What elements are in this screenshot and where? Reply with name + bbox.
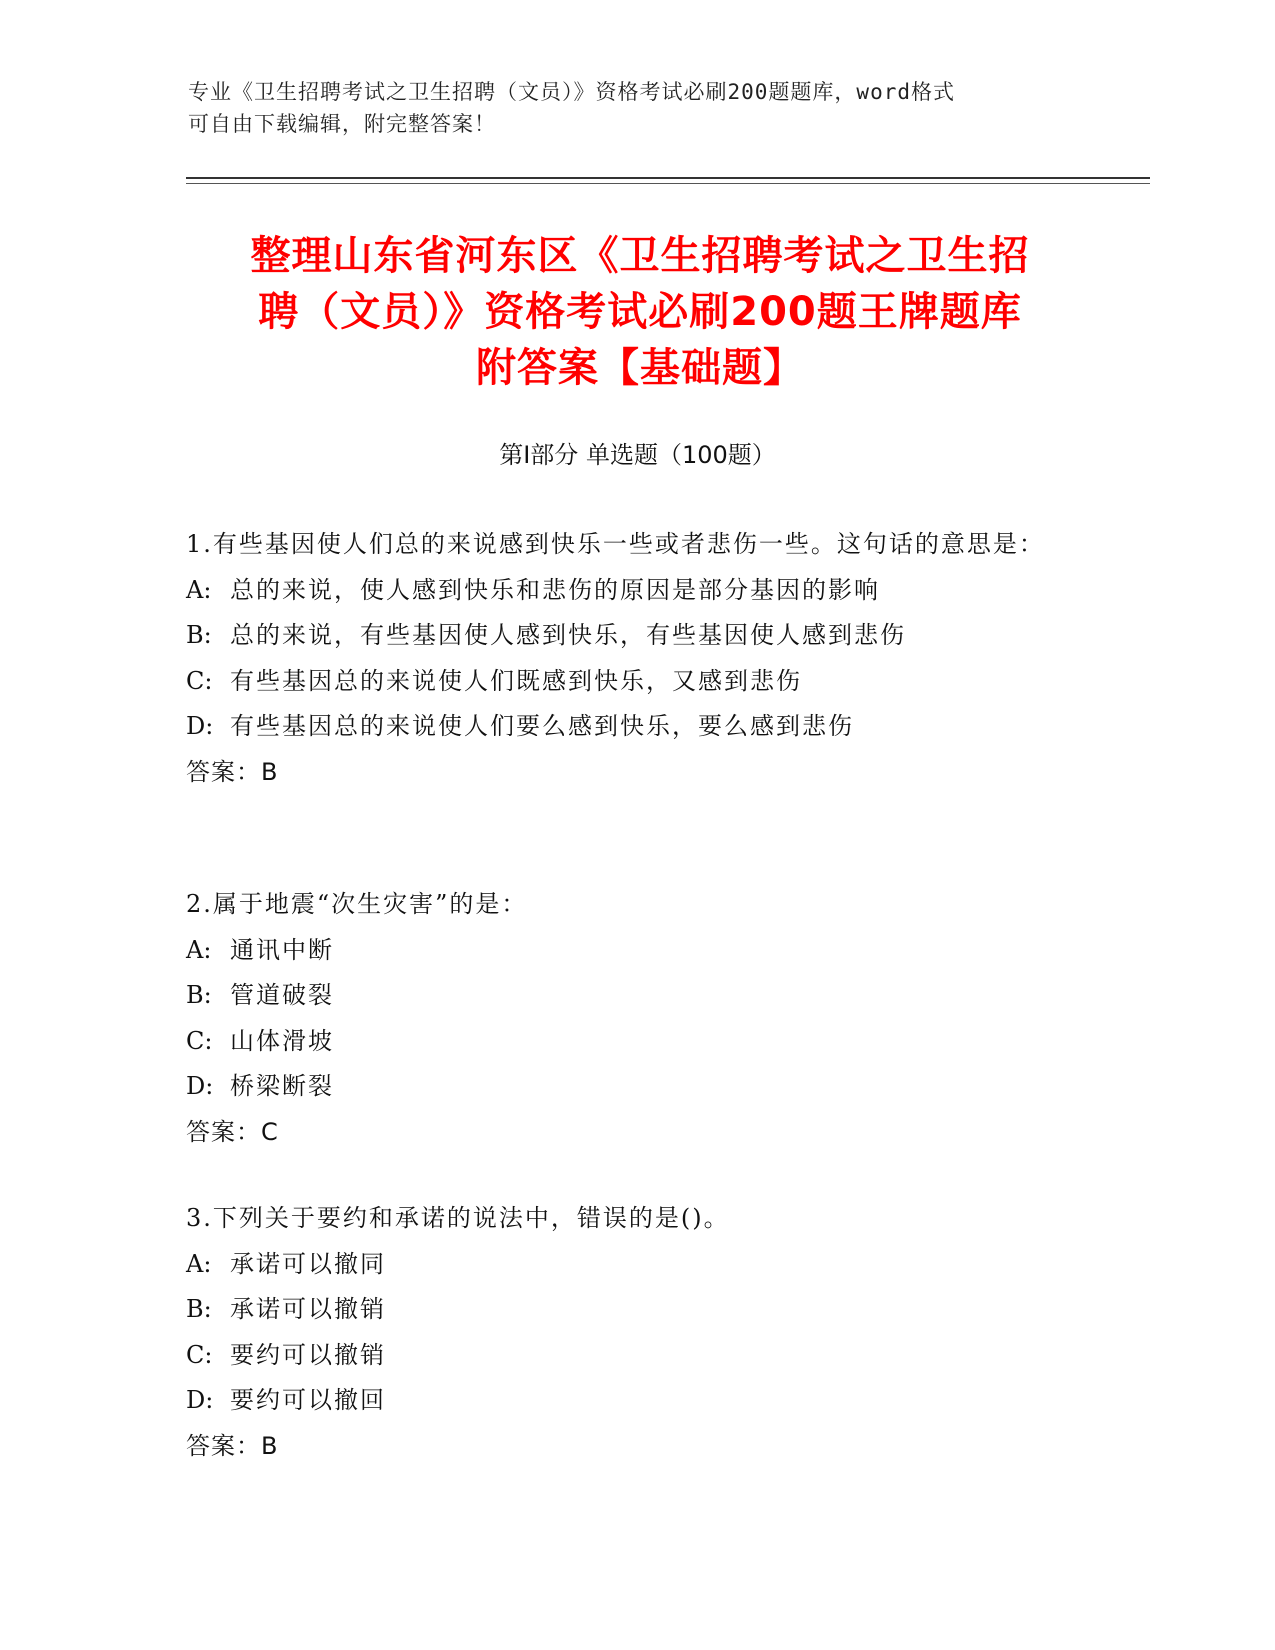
- document-title-line: 附答案【基础题】: [476, 345, 804, 391]
- option-letter: B:: [186, 621, 212, 649]
- option-c: [186, 659, 1066, 705]
- option-a: [186, 1242, 1066, 1288]
- option-letter: D:: [186, 712, 214, 740]
- option-letter: C:: [186, 1340, 213, 1369]
- option-text: 山体滑坡: [230, 1026, 334, 1055]
- option-a: [186, 928, 1066, 974]
- option-a: [186, 568, 1066, 614]
- option-letter: B:: [186, 1295, 212, 1323]
- option-text: 总的来说，有些基因使人感到快乐，有些基因使人感到悲伤: [230, 621, 906, 649]
- document-title-line: 聘（文员）》资格考试必刷200题王牌题库: [258, 289, 1022, 335]
- option-text: 承诺可以撤同: [230, 1249, 386, 1278]
- question-stem: 3.下列关于要约和承诺的说法中，错误的是()。: [186, 1204, 730, 1232]
- option-b: [186, 973, 1066, 1019]
- option-text: 桥梁断裂: [230, 1072, 334, 1100]
- question-stem: 1.有些基因使人们总的来说感到快乐一些或者悲伤一些。这句话的意思是：: [186, 530, 1045, 558]
- header-divider-thick: [186, 177, 1150, 179]
- option-d: [186, 704, 1066, 750]
- question-1: [186, 522, 1066, 795]
- section-heading: 第Ⅰ部分 单选题（100题）: [499, 441, 776, 469]
- option-letter: A:: [186, 935, 212, 964]
- option-text: 总的来说，使人感到快乐和悲伤的原因是部分基因的影响: [230, 575, 880, 604]
- answer-line: 答案：B: [186, 757, 279, 786]
- option-letter: B:: [186, 981, 212, 1009]
- option-text: 通讯中断: [230, 935, 334, 964]
- option-letter: C:: [186, 666, 213, 695]
- answer-line: 答案：B: [186, 1431, 279, 1460]
- document-title-line: 整理山东省河东区《卫生招聘考试之卫生招: [250, 233, 1030, 279]
- option-text: 管道破裂: [230, 981, 334, 1009]
- document-title: [180, 228, 1100, 396]
- option-d: [186, 1378, 1066, 1424]
- question-stem: 2.属于地震“次生灾害”的是：: [186, 890, 528, 918]
- option-letter: D:: [186, 1072, 214, 1100]
- option-letter: C:: [186, 1026, 213, 1055]
- option-text: 有些基因总的来说使人们要么感到快乐，要么感到悲伤: [230, 712, 854, 740]
- question-2: [186, 882, 1066, 1155]
- option-text: 要约可以撤回: [230, 1386, 386, 1414]
- question-3: [186, 1196, 1066, 1469]
- option-d: [186, 1064, 1066, 1110]
- option-letter: D:: [186, 1386, 214, 1414]
- header-divider-thin: [186, 183, 1150, 184]
- option-letter: A:: [186, 1249, 212, 1278]
- header-note: [188, 76, 1068, 140]
- option-text: 要约可以撤销: [230, 1340, 386, 1369]
- option-b: [186, 613, 1066, 659]
- option-text: 承诺可以撤销: [230, 1295, 386, 1323]
- option-letter: A:: [186, 575, 212, 604]
- header-note-line: 可自由下载编辑，附完整答案！: [188, 112, 496, 136]
- answer-line: 答案：C: [186, 1117, 279, 1146]
- option-c: [186, 1019, 1066, 1065]
- option-text: 有些基因总的来说使人们既感到快乐，又感到悲伤: [230, 666, 802, 695]
- option-b: [186, 1287, 1066, 1333]
- header-note-line: 专业《卫生招聘考试之卫生招聘（文员）》资格考试必刷200题题库，word格式: [188, 80, 955, 104]
- option-c: [186, 1333, 1066, 1379]
